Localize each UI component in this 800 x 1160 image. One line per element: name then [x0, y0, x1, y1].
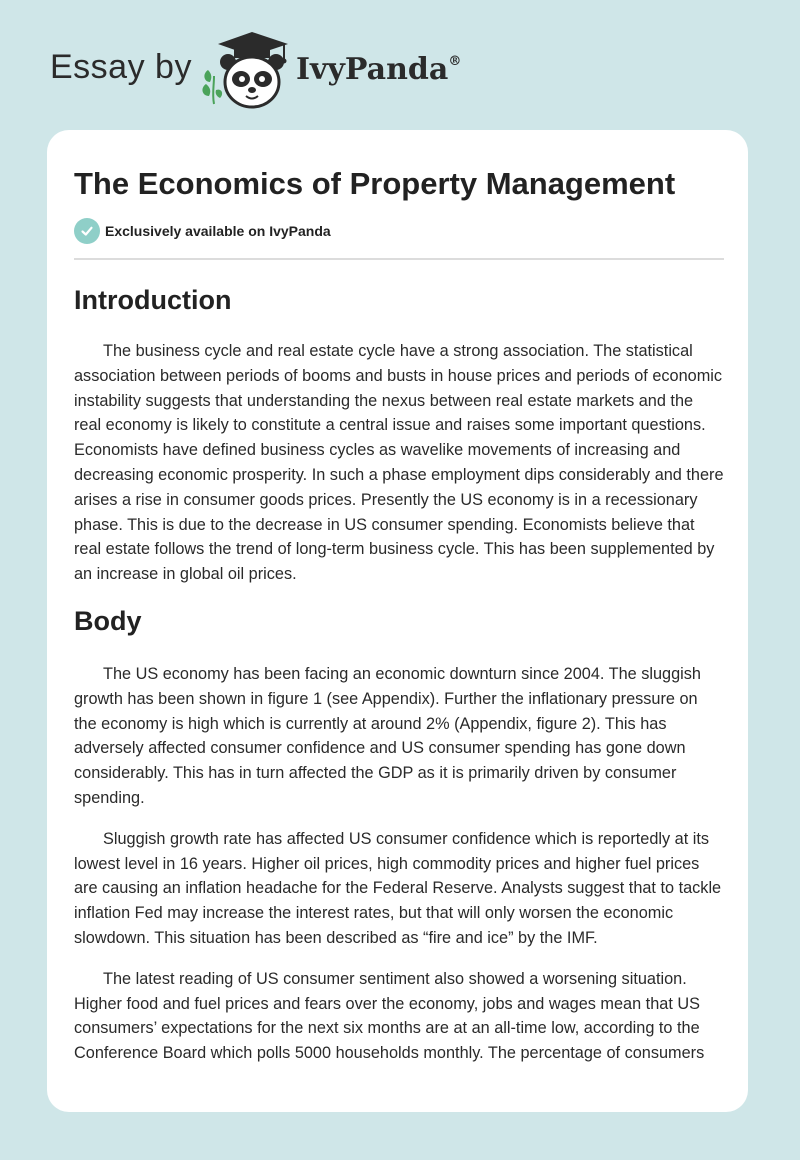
registered-mark: ®	[448, 54, 462, 69]
paragraph: Sluggish growth rate has affected US consumer confidence which is reportedly at its lowest level in 16 years. Higher oil prices, high commodity prices and higher fuel prices are causing an inflation headache for the Federal Reserve. Analysts suggest that to tackle inflation Fed may increase the interest rates, but that will only worsen the economic slowdown. This situation has been described as “fire and ice” by the IMF.	[74, 829, 722, 947]
site-header	[0, 0, 800, 130]
brand-name[interactable]	[296, 52, 461, 87]
page-title: The Economics of Property Management	[74, 166, 676, 201]
paragraph: The latest reading of US consumer sentiment also showed a worsening situation. Higher food and fuel prices and fears over the economy, jobs and wages mean that US consumers’ expectations for the next six months are at an all-time low, according to the Conference Board which polls 5000 households monthly. The percentage of consumers	[74, 969, 705, 1063]
brand-name-text: IvyPanda	[296, 52, 449, 87]
exclusive-badge	[74, 218, 724, 244]
section-heading-introduction: Introduction	[74, 285, 232, 315]
badge-label: Exclusively available on IvyPanda	[105, 223, 331, 239]
article-content	[74, 130, 724, 1066]
brand-prefix: Essay by	[50, 48, 192, 86]
paragraph: The US economy has been facing an economic downturn since 2004. The sluggish growth has been shown in figure 1 (see Appendix). Further the inflationary pressure on the economy is high which is currently at around 2% (Appendix, figure 2). This has adversely affected consumer confidence and US consumer spending has gone down considerably. This has in turn affected the GDP as it is primarily driven by consumer spending.	[74, 664, 701, 807]
divider	[74, 258, 724, 260]
panda-logo-icon[interactable]	[200, 30, 292, 110]
paragraph: The business cycle and real estate cycle have a strong association. The statistical association between periods of booms and busts in house prices and periods of economic instability suggests that understanding the nexus between real estate markets and the real economy is likely to constitute a central issue and raises some important questions. Economists have defined business cycles as wavelike movements of increasing and decreasing economic prosperity. In such a phase employment dips considerably and there arises a rise in consumer goods prices. Presently the US economy is in a recessionary phase. This is due to the decrease in US consumer spending. Economists believe that real estate follows the trend of long-term business cycle. This has been supplemented by an increase in global oil prices.	[74, 342, 724, 584]
check-circle-icon	[74, 218, 100, 244]
article-card	[47, 130, 748, 1112]
section-heading-body: Body	[74, 605, 142, 636]
